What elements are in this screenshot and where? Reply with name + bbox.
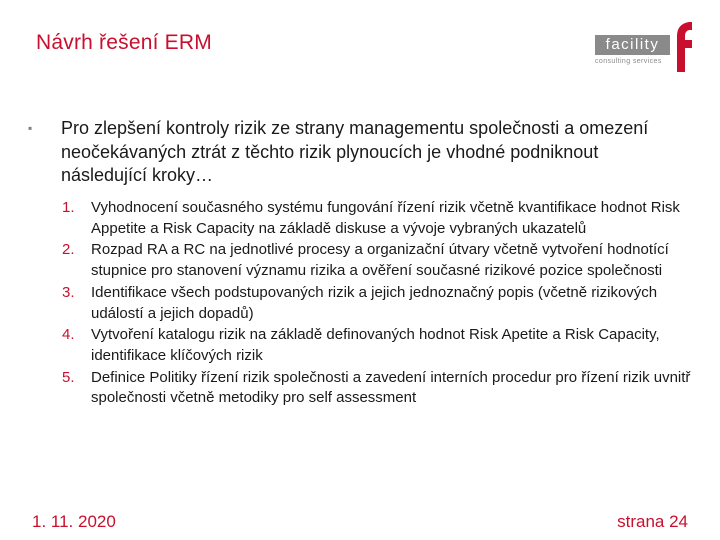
company-logo (595, 20, 695, 72)
facility-f-logo-icon (673, 20, 693, 72)
step-text: Rozpad RA a RC na jednotlivé procesy a organizační útvary včetně vytvoření hodnotící stupnice pro stanovení významu rizika a ověření současné rizikové pozice společnosti (91, 241, 669, 280)
step-number: 4. (62, 326, 75, 344)
step-text: Definice Politiky řízení rizik společnosti a zavedení interních procedur pro řízení rizik uvnitř společnosti včetně metodiky pro self assessment (91, 368, 691, 407)
list-item (62, 240, 692, 281)
main-bullet-text: Pro zlepšení kontroly rizik ze strany managementu společnosti a omezení neočekávaných ztrát z těchto rizik plynoucích je vhodné podniknout následující kroky… (61, 118, 649, 185)
list-item (62, 368, 692, 409)
list-item (62, 283, 692, 324)
step-text: Vytvoření katalogu rizik na základě definovaných hodnot Risk Apetite a Risk Capacity, identifikace klíčových rizik (91, 326, 660, 364)
list-item (62, 198, 692, 239)
logo-wordmark: facility (595, 35, 670, 55)
logo-subtitle: consulting services (595, 58, 662, 65)
slide-title: Návrh řešení ERM (36, 31, 212, 54)
steps-list (62, 198, 692, 410)
step-number: 2. (62, 241, 75, 259)
square-bullet-icon: ▪ (28, 121, 33, 135)
main-bullet (28, 117, 688, 188)
list-item (62, 325, 692, 366)
step-number: 1. (62, 199, 75, 216)
footer-page-number: strana 24 (617, 512, 688, 531)
step-text: Identifikace všech podstupovaných rizik a jejich jednoznačný popis (včetně rizikových událostí a jejich dopadů) (91, 283, 658, 322)
step-number: 5. (62, 368, 75, 386)
step-number: 3. (62, 283, 75, 301)
footer-date: 1. 11. 2020 (32, 512, 116, 531)
step-text: Vyhodnocení současného systému fungování řízení rizik včetně kvantifikace hodnot Risk Appetite a Risk Capacity na základě diskuse a vývoje vybraných ukazatelů (91, 199, 680, 237)
